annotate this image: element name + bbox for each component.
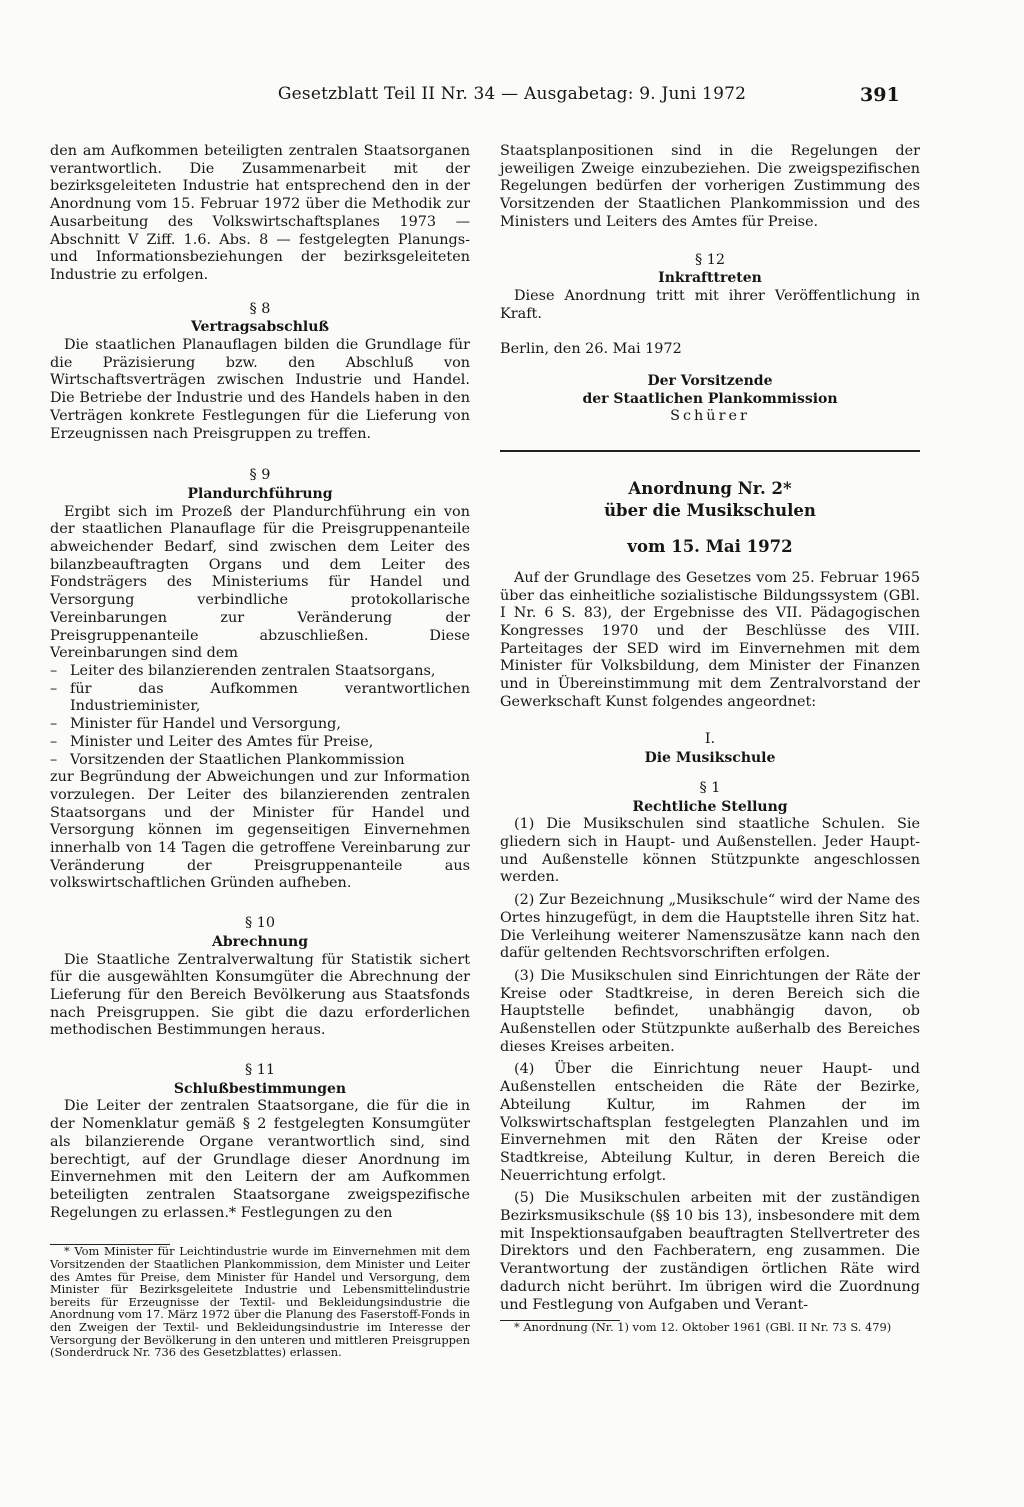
section-12-title: Inkrafttreten xyxy=(658,270,762,287)
paragraph-5: (5) Die Musikschulen arbeiten mit der zuständigen Bezirksmusikschule (§§ 10 bis 13), insbesondere mit dem mit Inspektionsaufgaben beauftragten Stellvertreter des Direktors und den Fachberatern, eng zusammen. Die Verantwortung der zuständigen örtlichen Räte wird dadurch nicht berührt. Im übrigen wird die Zuordnung und Festlegung von Aufgaben und Verant- xyxy=(500,1190,920,1313)
paragraph-2: (2) Zur Bezeichnung „Musikschule“ wird der Name des Ortes hinzugefügt, in dem die Hauptstelle ihren Sitz hat. Die Verleihung weiterer Namenszusätze kann nach den dafür geltenden Rechtsvorschriften erfolgen. xyxy=(500,892,920,962)
section-1-label: § 1 xyxy=(699,779,721,796)
section-8-title: Vertragsabschluß xyxy=(190,319,330,336)
left-column xyxy=(50,143,470,1359)
document-title-line2: über die Musikschulen xyxy=(604,501,816,521)
footnote-right: * Anordnung (Nr. 1) vom 12. Oktober 1961 (GBl. II Nr. 73 S. 479) xyxy=(514,1320,892,1335)
continuation-paragraph: Staatsplanpositionen sind in die Regelungen der jeweiligen Zweige einzubeziehen. Die zweigspezifischen Regelungen bedürfen der vorherigen Zustimmung des Vorsitzenden der Staatlichen Plankommission und des Ministers und Leiters des Amtes für Preise. xyxy=(500,143,920,230)
recipient-list xyxy=(50,663,470,769)
page-number: 391 xyxy=(860,84,900,106)
signer-title-line1: Der Vorsitzende xyxy=(647,373,773,390)
section-10-title: Abrechnung xyxy=(212,933,308,950)
list-item: – Minister für Handel und Versorgung, xyxy=(50,716,470,734)
paragraph-1: (1) Die Musikschulen sind staatliche Schulen. Sie gliedern sich in Haupt- und Außenstellen. Jeder Haupt- und Außenstelle können Stützpunkte angeschlossen werden. xyxy=(500,816,920,886)
document-title-line1: Anordnung Nr. 2* xyxy=(628,479,792,499)
section-9-text: Ergibt sich im Prozeß der Plandurchführung ein von der staatlichen Planauflage für die Preisgruppenanteile abweichender Bedarf, sind zwischen dem Leiter des bilanzbeauftragten Organs und dem Leiter des Fondsträgers des Ministeriums für Handel und Versorgung verbindliche protokollarische Vereinbarungen zur Veränderung der Preisgruppenanteile abzuschließen. Diese Vereinbarungen sind dem xyxy=(50,503,470,662)
intro-paragraph: den am Aufkommen beteiligten zentralen Staatsorganen verantwortlich. Die Zusammenarbeit mit der bezirksgeleiteten Industrie hat entsprechend den in der Anordnung vom 15. Februar 1972 über die Methodik zur Ausarbeitung des Volkswirtschaftsplanes 1973 — Abschnitt V Ziff. 1.6. Abs. 8 — festgelegten Planungs- und Informationsbeziehungen der bezirksgeleiteten Industrie zu erfolgen. xyxy=(50,143,470,283)
section-9-text-after: zur Begründung der Abweichungen und zur Information vorzulegen. Der Leiter des bilanzierenden zentralen Staatsorgans und der Minister für Handel und Versorgung können im gegenseitigen Einvernehmen innerhalb von 14 Tagen die getroffene Vereinbarung zur Veränderung der Preisgruppenanteile aus volkswirtschaftlichen Gründen aufheben. xyxy=(50,769,470,892)
section-8-text: Die staatlichen Planauflagen bilden die Grundlage für die Präzisierung bzw. den Abschluß von Wirtschaftsverträgen zwischen Industrie und Handel. Die Betriebe der Industrie und des Handels haben in den Verträgen konkrete Festlegungen für die Lieferung von Erzeugnissen nach Preisgruppen zu treffen. xyxy=(50,337,470,442)
document-date: vom 15. Mai 1972 xyxy=(627,537,793,557)
section-9-label: § 9 xyxy=(249,467,271,484)
section-12-text: Diese Anordnung tritt mit ihrer Veröffentlichung in Kraft. xyxy=(500,287,920,322)
paragraph-3: (3) Die Musikschulen sind Einrichtungen der Räte der Kreise oder Stadtkreise, in deren Bereich sich die Hauptstelle befindet, unabhängig davon, ob Außenstellen oder Stützpunkte außerhalb des Bereiches dieses Kreises arbeiten. xyxy=(500,967,920,1055)
part-label: I. xyxy=(704,731,716,748)
list-item: – Minister und Leiter des Amtes für Preise, xyxy=(50,734,470,752)
section-9-title: Plandurchführung xyxy=(187,485,333,502)
right-column xyxy=(500,143,920,1334)
section-8-label: § 8 xyxy=(249,300,271,317)
place-date: Berlin, den 26. Mai 1972 xyxy=(500,341,682,358)
page-header xyxy=(0,84,1024,114)
section-1-title: Rechtliche Stellung xyxy=(632,798,788,815)
section-11-title: Schlußbestimmungen xyxy=(173,1080,347,1097)
section-12-label: § 12 xyxy=(694,251,726,268)
list-item: – für das Aufkommen verantwortlichen Industrieminister, xyxy=(50,681,470,716)
section-10-text: Die Staatliche Zentralverwaltung für Statistik sichert für die ausgewählten Konsumgüter die Abrechnung der Lieferung für den Bereich Bevölkerung aus Staatsfonds nach Preisgruppen. Sie gibt die dazu erforderlichen methodischen Bestimmungen heraus. xyxy=(50,951,470,1039)
document-divider xyxy=(500,450,920,452)
section-11-text: Die Leiter der zentralen Staatsorgane, die für die in der Nomenklatur gemäß § 2 festgelegten Konsumgüter als bilanzierende Organe verantwortlich sind, sind berechtigt, auf der Grundlage dieser Anordnung im Einvernehmen mit den Leitern der am Aufkommen beteiligten zentralen Staatsorgane zweigspezifische Regelungen zu erlassen.* Festlegungen zu den xyxy=(50,1098,470,1221)
signer-title-line2: der Staatlichen Plankommission xyxy=(582,390,838,407)
list-item: – Leiter des bilanzierenden zentralen Staatsorgans, xyxy=(50,663,470,681)
header-title: Gesetzblatt Teil II Nr. 34 — Ausgabetag: 9. Juni 1972 xyxy=(277,84,747,104)
list-item: – Vorsitzenden der Staatlichen Plankommission xyxy=(50,752,470,770)
preamble: Auf der Grundlage des Gesetzes vom 25. Februar 1965 über das einheitliche sozialistische Bildungssystem (GBl. I Nr. 6 S. 83), der Ergebnisse des VII. Pädagogischen Kongresses 1970 und der Beschlüsse des VIII. Parteitages der SED wird im Einvernehmen mit dem Minister für Volksbildung, dem Minister der Finanzen und in Übereinstimmung mit dem Zentralvorstand der Gewerkschaft Kunst folgendes angeordnet: xyxy=(500,569,920,710)
section-11-label: § 11 xyxy=(244,1062,276,1079)
part-title: Die Musikschule xyxy=(644,750,776,767)
signer-name: Schürer xyxy=(670,408,750,425)
section-10-label: § 10 xyxy=(244,915,276,932)
footnote: * Vom Minister für Leichtindustrie wurde im Einvernehmen mit dem Vorsitzenden der Staatlichen Plankommission, dem Minister und Leiter des Amtes für Preise, dem Minister für Handel und Versorgung, dem Minister für Bezirksgeleitete Industrie und Lebensmittelindustrie bereits für Erzeugnisse der Textil- und Bekleidungsindustrie die Anordnung vom 17. März 1972 über die Planung des Faserstoff-Fonds in den Zweigen der Textil- und Bekleidungsindustrie im Interesse der Versorgung der Bevölkerung in den unteren und mittleren Preisgruppen (Sonderdruck Nr. 736 des Gesetzblattes) erlassen. xyxy=(50,1244,470,1360)
paragraph-4: (4) Über die Einrichtung neuer Haupt- und Außenstellen entscheiden die Räte der Bezirke, Abteilung Kultur, im Rahmen der im Volkswirtschaftsplan festgelegten Planzahlen und im Einvernehmen mit den Räten der Kreise oder Stadtkreise, Abteilung Kultur, in deren Bereich die Neuerrichtung erfolgt. xyxy=(500,1061,920,1184)
